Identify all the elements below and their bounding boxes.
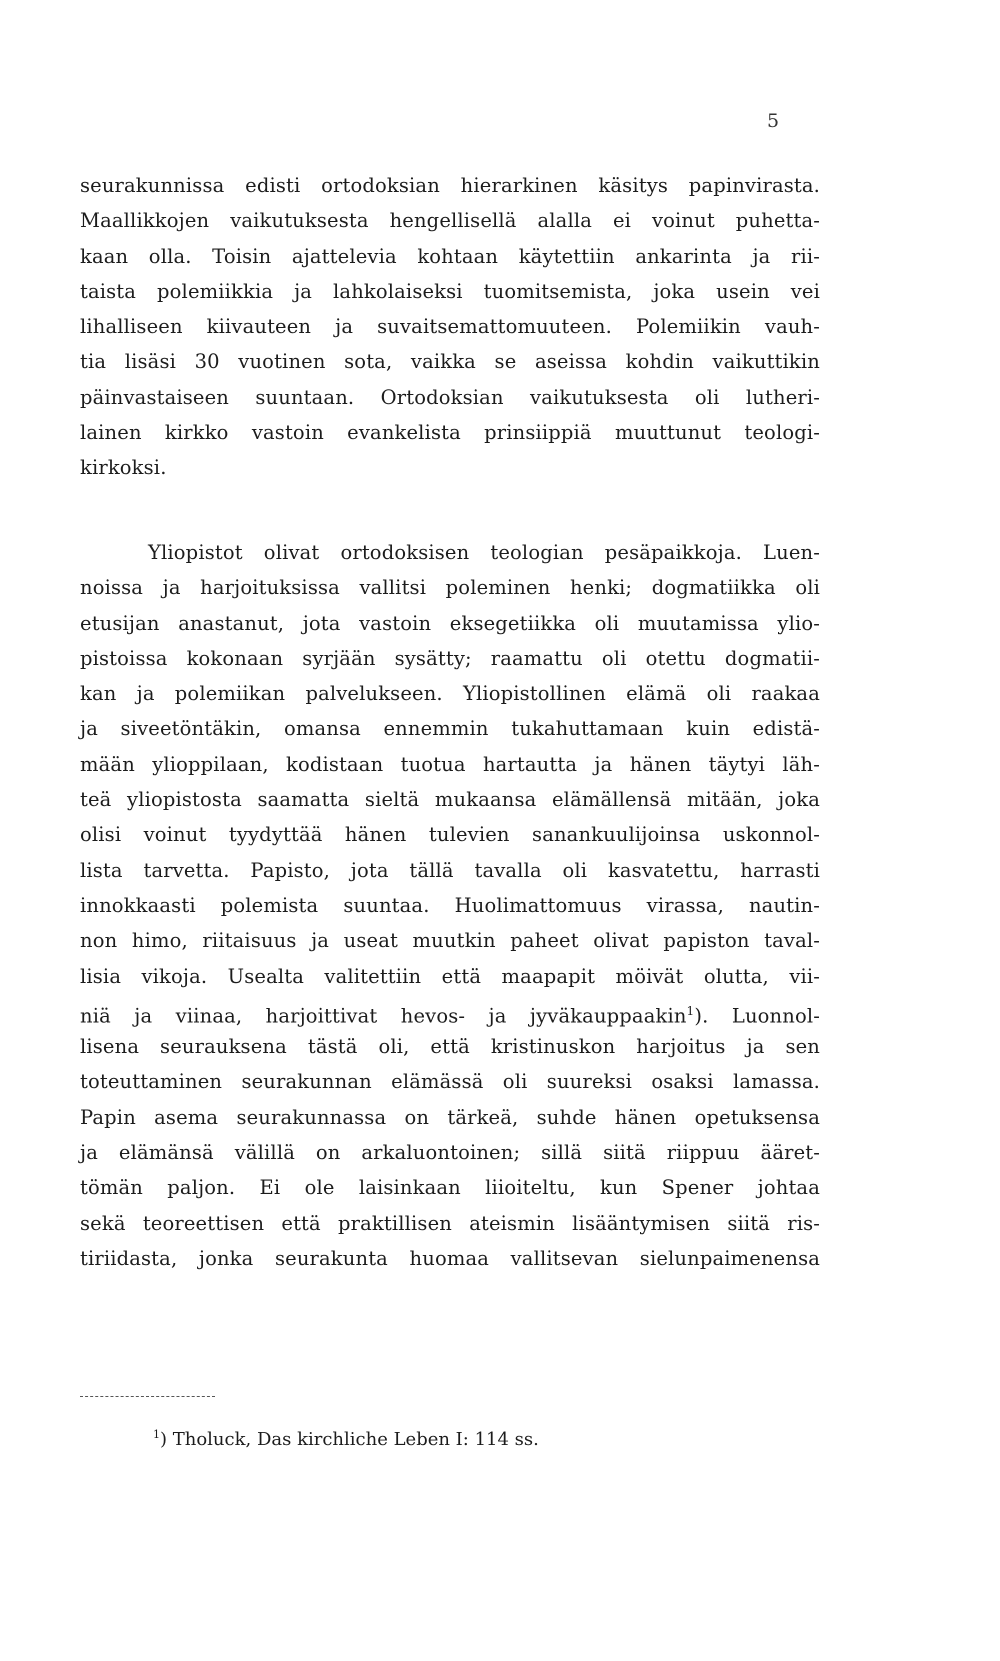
text-line: seurakunnissa edisti ortodoksian hierarkinen käsitys papinvirasta. xyxy=(80,174,820,197)
paragraph-1 xyxy=(80,168,820,486)
text-line: Yliopistot olivat ortodoksisen teologian pesäpaikkoja. Luen- xyxy=(148,541,820,564)
text-line: innokkaasti polemista suuntaa. Huolimattomuus virassa, nautin- xyxy=(80,893,820,917)
paragraph-2 xyxy=(80,535,820,1276)
text-line: kan ja polemiikan palvelukseen. Yliopistollinen elämä oli raakaa xyxy=(80,682,820,706)
text-line-with-footnote-ref xyxy=(80,994,820,1029)
text-line: mään ylioppilaan, kodistaan tuotua hartautta ja hänen täytyi läh- xyxy=(80,752,820,776)
text-line: taista polemiikkia ja lahkolaiseksi tuomitsemista, joka usein vei xyxy=(80,279,820,303)
text-line: toteuttaminen seurakunnan elämässä oli suureksi osaksi lamassa. xyxy=(80,1070,820,1094)
text-line: lainen kirkko vastoin evankelista prinsiippiä muuttunut teologi- xyxy=(80,421,820,445)
text-line: pistoissa kokonaan syrjään sysätty; raamattu oli otettu dogmatii- xyxy=(80,646,820,670)
text-line: tia lisäsi 30 vuotinen sota, vaikka se aseissa kohdin vaikuttikin xyxy=(80,350,820,374)
text-line: sekä teoreettisen että praktillisen ateismin lisääntymisen siitä ris- xyxy=(80,1211,820,1235)
text-line: lisia vikoja. Usealta valitettiin että maapapit möivät olutta, vii- xyxy=(80,964,820,988)
text-line: tiriidasta, jonka seurakunta huomaa vallitsevan sielunpaimenensa xyxy=(80,1246,820,1270)
footnote-divider xyxy=(80,1396,215,1397)
text-line: päinvastaiseen suuntaan. Ortodoksian vaikutuksesta oli lutheri- xyxy=(80,385,820,409)
text-line: olisi voinut tyydyttää hänen tulevien sanankuulijoinsa uskonnol- xyxy=(80,823,820,847)
text-line: ja siveetöntäkin, omansa ennemmin tukahuttamaan kuin edistä- xyxy=(80,717,820,741)
footnote-mark: 1 xyxy=(153,1428,160,1441)
text-line: Papin asema seurakunnassa on tärkeä, suhde hänen opetuksensa xyxy=(80,1105,820,1129)
text-line: noissa ja harjoituksissa vallitsi poleminen henki; dogmatiikka oli xyxy=(80,576,820,600)
footnote-text: ) Tholuck, Das kirchliche Leben I: 114 ss. xyxy=(160,1429,539,1450)
footnote-ref-mark: 1 xyxy=(686,1003,695,1018)
text-segment: niä ja viinaa, harjoittivat hevos- ja jyväkauppaakin xyxy=(80,1004,687,1028)
text-line: lisena seurauksena tästä oli, että kristinuskon harjoitus ja sen xyxy=(80,1035,820,1059)
text-line: teä yliopistosta saamatta sieltä mukaansa elämällensä mitään, joka xyxy=(80,788,820,812)
text-line: non himo, riitaisuus ja useat muutkin paheet olivat papiston taval- xyxy=(80,929,820,953)
text-line: tömän paljon. Ei ole laisinkaan liioiteltu, kun Spener johtaa xyxy=(80,1176,820,1200)
text-line: lista tarvetta. Papisto, jota tällä tavalla oli kasvatettu, harrasti xyxy=(80,858,820,882)
text-line: etusijan anastanut, jota vastoin eksegetiikka oli muutamissa ylio- xyxy=(80,611,820,635)
text-line: Maallikkojen vaikutuksesta hengellisellä alalla ei voinut puhetta- xyxy=(80,209,820,233)
text-segment: ). Luonnol- xyxy=(694,1004,820,1028)
page-number: 5 xyxy=(767,110,780,132)
text-line: kaan olla. Toisin ajattelevia kohtaan käytettiin ankarinta ja rii- xyxy=(80,244,820,268)
footnote xyxy=(153,1428,539,1450)
text-line: kirkoksi. xyxy=(80,456,167,480)
text-line: ja elämänsä välillä on arkaluontoinen; sillä siitä riippuu ääret- xyxy=(80,1141,820,1165)
text-line: lihalliseen kiivauteen ja suvaitsemattomuuteen. Polemiikin vauh- xyxy=(80,315,820,339)
